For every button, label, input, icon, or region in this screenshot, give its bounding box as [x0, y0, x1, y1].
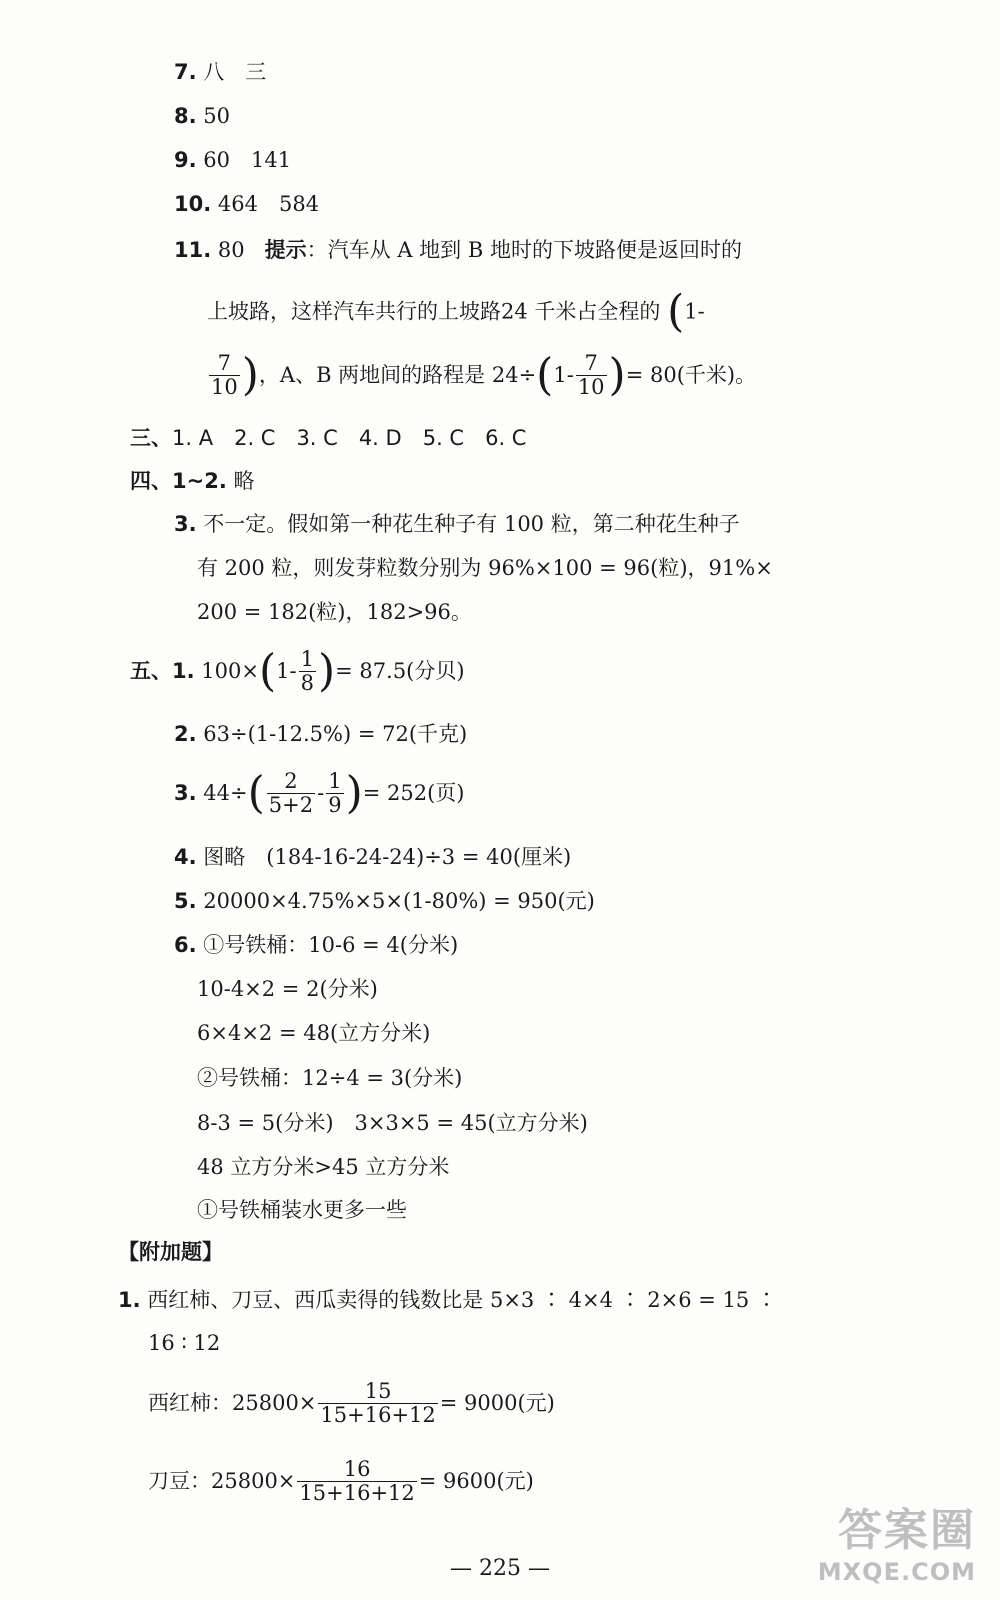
section-5-q5: 5. 20000×4.75%×5×(1-80%) = 950(元) — [174, 889, 595, 913]
section-4-q3-line1: 3. 不一定。假如第一种花生种子有 100 粒，第二种花生种子 — [174, 512, 740, 536]
extra-q1-line1: 1. 西红柿、刀豆、西瓜卖得的钱数比是 5×3 ∶ 4×4 ∶ 2×6 = 15 ∶ — [118, 1288, 777, 1312]
answer-11-line3: $\frac{7}{10}$ )，A、B 两地间的路程是 24÷(1- $\frac{7}{10}$ )= 80(千米)。 — [211, 349, 757, 401]
section-5-q6-step: 6×4×2 = 48(立方分米) — [197, 1021, 431, 1045]
fraction: $\frac{7}{10}$ — [211, 351, 238, 400]
extra-bean: 刀豆：25800× $\frac{16}{15+16+12}$ = 9600(元) — [148, 1457, 534, 1506]
watermark: 答案圈 MXQE.COM — [817, 1505, 976, 1586]
fraction: $\frac{1}{9}$ — [328, 769, 342, 818]
extra-tomato: 西红柿：25800× $\frac{15}{15+16+12}$ = 9000(元) — [148, 1379, 555, 1428]
page-number: — 225 — — [450, 1556, 550, 1581]
answer-10: 10. 464 584 — [174, 192, 320, 216]
extra-q1-line2: 16 ∶ 12 — [148, 1331, 221, 1355]
section-5-q4: 4. 图略 (184-16-24-24)÷3 = 40(厘米) — [174, 845, 572, 869]
answer-7: 7. 八 三 — [174, 60, 267, 84]
section-4-q3-line2: 有 200 粒，则发芽粒数分别为 96%×100 = 96(粒)，91%× — [197, 556, 773, 580]
section-5-q3: 3. 44÷( $\frac{2}{5+2}$ - $\frac{1}{9}$ )= 252(页) — [174, 767, 465, 819]
answer-8: 8. 50 — [174, 104, 231, 128]
answer-11-line1: 11. 80 提示：汽车从 A 地到 B 地时的下坡路便是返回时的 — [174, 238, 742, 262]
fraction: $\frac{2}{5+2}$ — [268, 769, 314, 818]
fraction: $\frac{15}{15+16+12}$ — [320, 1379, 436, 1428]
answer-9: 9. 60 141 — [174, 148, 292, 172]
section-5-q6: 6. ①号铁桶：10-6 = 4(分米) — [174, 933, 459, 957]
section-5-q1: 五、1. 100×(1- $\frac{1}{8}$ )= 87.5(分贝) — [130, 645, 465, 697]
section-5-q6-step: 8-3 = 5(分米) 3×3×5 = 45(立方分米) — [197, 1111, 588, 1135]
answer-11-line2: 上坡路，这样汽车共行的上坡路24 千米占全程的 (1- — [207, 286, 705, 337]
fraction: $\frac{7}{10}$ — [577, 351, 605, 400]
fraction: $\frac{1}{8}$ — [300, 647, 314, 696]
section-4-q1-2: 四、1~2. 略 — [130, 469, 255, 493]
hint-label: 提示 — [264, 238, 307, 262]
section-4-q3-line3: 200 = 182(粒)，182>96。 — [197, 600, 472, 624]
extra-heading: 【附加题】 — [118, 1240, 223, 1264]
section-5-q2: 2. 63÷(1-12.5%) = 72(千克) — [174, 722, 468, 746]
section-5-q6-step: 10-4×2 = 2(分米) — [197, 977, 378, 1001]
section-3-answers: 三、1. A 2. C 3. C 4. D 5. C 6. C — [130, 426, 527, 450]
section-5-q6-step: 48 立方分米>45 立方分米 — [197, 1155, 450, 1179]
section-5-q6-conclusion: ①号铁桶装水更多一些 — [197, 1198, 407, 1222]
section-5-q6-step: ②号铁桶：12÷4 = 3(分米) — [197, 1066, 463, 1090]
fraction: $\frac{16}{15+16+12}$ — [299, 1457, 415, 1506]
